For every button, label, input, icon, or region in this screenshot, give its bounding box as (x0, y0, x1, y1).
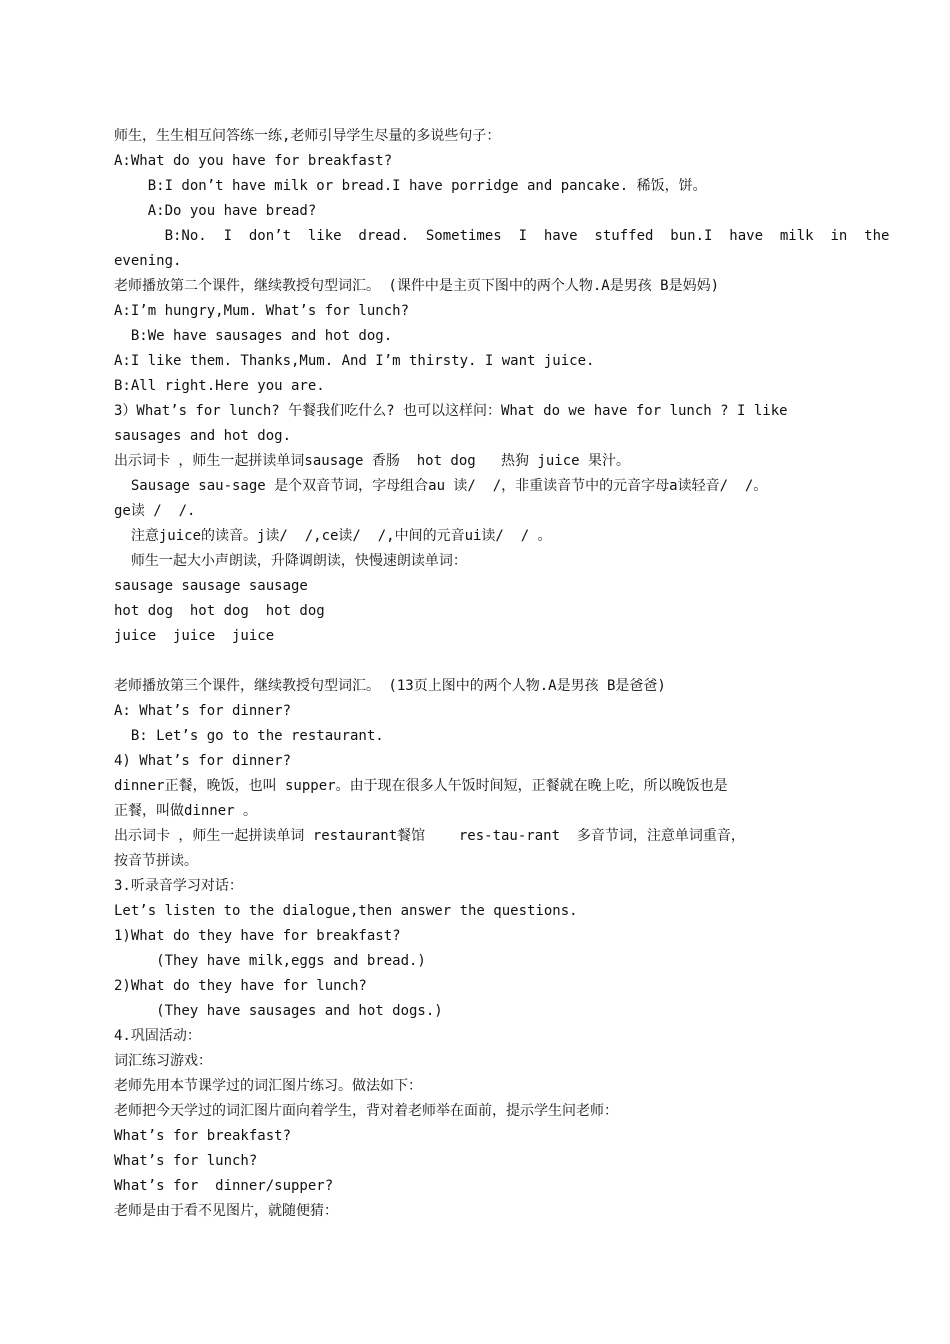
text-line: B:We have sausages and hot dog. (114, 328, 393, 344)
text-line: Let’s listen to the dialogue,then answer the questions. (114, 903, 578, 919)
text-line: 4) What’s for dinner? (114, 753, 292, 769)
text-line: (They have milk,eggs and bread.) (114, 953, 426, 969)
text-line: evening. (114, 253, 182, 269)
text-line: 出示词卡 ，师生一起拼读单词sausage 香肠 hot dog 热狗 juice 果汁。 (114, 453, 631, 469)
text-line: 词汇练习游戏： (114, 1053, 212, 1069)
text-line: 师生，生生相互问答练一练,老师引导学生尽量的多说些句子： (114, 128, 501, 144)
text-line: 出示词卡 ，师生一起拼读单词 restaurant餐馆 res-tau-rant 多音节词，注意单词重音， (114, 828, 745, 844)
text-line: A:What do you have for breakfast? (114, 153, 393, 169)
text-line: 老师把今天学过的词汇图片面向着学生，背对着老师举在面前，提示学生问老师： (114, 1103, 618, 1119)
text-line: B:I don’t have milk or bread.I have porridge and pancake. 稀饭，饼。 (114, 178, 707, 194)
text-line: juice juice juice (114, 628, 275, 644)
document-body (114, 124, 890, 1224)
text-line: What’s for dinner/supper? (114, 1178, 334, 1194)
text-line: B:All right.Here you are. (114, 378, 325, 394)
text-line: 1)What do they have for breakfast? (114, 928, 401, 944)
text-line: ge读 / /. (114, 503, 196, 519)
text-line: What’s for breakfast? (114, 1128, 292, 1144)
text-line: (They have sausages and hot dogs.) (114, 1003, 443, 1019)
text-line: 注意juice的读音。j读/ /,ce读/ /,中间的元音ui读/ / 。 (114, 528, 552, 544)
text-line: B:No. I don’t like dread. Sometimes I have stuffed bun.I have milk in the (114, 228, 890, 244)
text-line: 3.听录音学习对话： (114, 878, 243, 894)
text-line: A:Do you have bread? (114, 203, 317, 219)
text-line: A:I like them. Thanks,Mum. And I’m thirsty. I want juice. (114, 353, 595, 369)
text-line: 老师先用本节课学过的词汇图片练习。做法如下： (114, 1078, 422, 1094)
text-line: A: What’s for dinner? (114, 703, 292, 719)
text-line: hot dog hot dog hot dog (114, 603, 325, 619)
text-line: B: Let’s go to the restaurant. (114, 728, 384, 744)
blank-line (114, 649, 854, 674)
text-line: sausages and hot dog. (114, 428, 292, 444)
text-line: 4.巩固活动： (114, 1028, 201, 1044)
text-line: sausage sausage sausage (114, 578, 308, 594)
text-line: 3）What’s for lunch? 午餐我们吃什么? 也可以这样问：What do we have for lunch ? I like (114, 403, 788, 419)
text-line: A:I’m hungry,Mum. What’s for lunch? (114, 303, 410, 319)
text-line: Sausage sau-sage 是个双音节词，字母组合au 读/ /，非重读音节中的元音字母a读轻音/ /。 (114, 478, 768, 494)
text-line: 正餐，叫做dinner 。 (114, 803, 258, 819)
text-line: 2)What do they have for lunch? (114, 978, 367, 994)
text-line: 老师播放第二个课件，继续教授句型词汇。 (课件中是主页下图中的两个人物.A是男孩 B是妈妈) (114, 278, 719, 294)
text-line: 按音节拼读。 (114, 853, 198, 869)
text-line: What’s for lunch? (114, 1153, 258, 1169)
text-line: dinner正餐，晚饭，也叫 supper。由于现在很多人午饭时间短，正餐就在晚上吃，所以晚饭也是 (114, 778, 728, 794)
text-line: 师生一起大小声朗读，升降调朗读，快慢速朗读单词： (114, 553, 467, 569)
text-line: 老师是由于看不见图片，就随便猜： (114, 1203, 338, 1219)
text-line: 老师播放第三个课件，继续教授句型词汇。 (13页上图中的两个人物.A是男孩 B是爸爸) (114, 678, 666, 694)
